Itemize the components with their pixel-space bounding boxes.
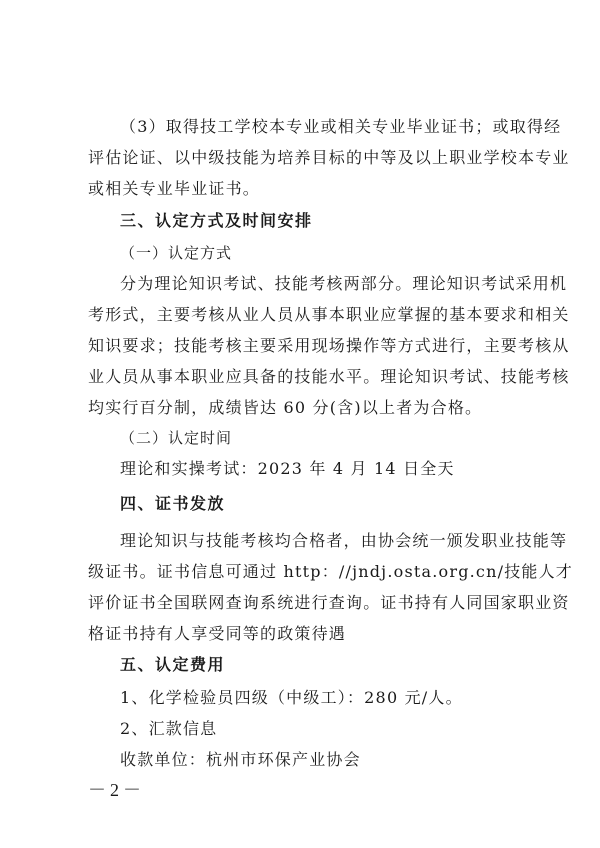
section-heading: 三、认定方式及时间安排 — [120, 211, 313, 230]
section-heading: 五、认定费用 — [120, 655, 226, 674]
paragraph-line: 或相关专业毕业证书。 — [88, 179, 261, 198]
paragraph-line: （3）取得技工学校本专业或相关专业毕业证书；或取得经 — [120, 117, 562, 136]
list-item: 2、汇款信息 — [120, 719, 218, 738]
paragraph-line: 知识要求；技能考核主要采用现场操作等方式进行，主要考核从 — [88, 336, 570, 355]
list-item: 1、化学检验员四级（中级工）：280 元/人。 — [120, 688, 463, 707]
paragraph-line: 级证书。证书信息可通过 http：//jndj.osta.org.cn/技能人才 — [88, 562, 573, 581]
paragraph-line: 均实行百分制，成绩皆达 60 分(含)以上者为合格。 — [88, 398, 483, 417]
paragraph-line: 分为理论知识考试、技能考核两部分。理论知识考试采用机 — [120, 274, 568, 293]
paragraph-line: 业人员从事本职业应具备的技能水平。理论知识考试、技能考核 — [88, 367, 570, 386]
paragraph-line: 评价证书全国联网查询系统进行查询。证书持有人同国家职业资 — [88, 593, 570, 612]
subsection-title: （一）认定方式 — [120, 244, 233, 262]
section-heading: 四、证书发放 — [120, 494, 226, 513]
list-item: 收款单位：杭州市环保产业协会 — [120, 750, 361, 769]
paragraph-line: 理论知识与技能考核均合格者，由协会统一颁发职业技能等 — [120, 531, 568, 550]
paragraph-line: 考形式，主要考核从业人员从事本职业应掌握的基本要求和相关 — [88, 305, 570, 324]
subsection-title: （二）认定时间 — [120, 429, 233, 447]
paragraph-line: 评估论证、以中级技能为培养目标的中等及以上职业学校本专业 — [88, 148, 570, 167]
paragraph-line: 格证书持有人享受同等的政策待遇 — [88, 624, 347, 643]
page-number: －2－ — [88, 780, 145, 800]
paragraph-line: 理论和实操考试：2023 年 4 月 14 日全天 — [120, 459, 455, 478]
